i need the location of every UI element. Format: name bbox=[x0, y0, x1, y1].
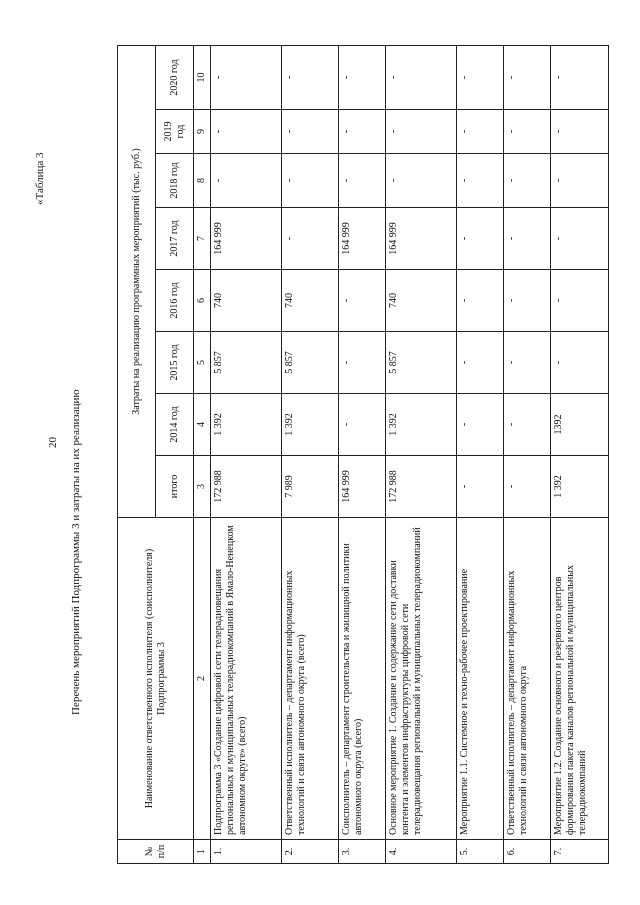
row-value: 172 988 bbox=[386, 456, 457, 518]
header-total: итого bbox=[156, 456, 194, 518]
table-row bbox=[551, 45, 609, 863]
row-value: - bbox=[339, 394, 386, 456]
row-value: 1 392 bbox=[211, 394, 282, 456]
table-row bbox=[282, 45, 339, 863]
measures-table bbox=[117, 45, 609, 864]
row-value: - bbox=[457, 332, 504, 394]
header-year-2017: 2017 год bbox=[156, 208, 194, 270]
row-value: - bbox=[282, 110, 339, 154]
row-number: 5. bbox=[457, 840, 504, 864]
col-number: 6 bbox=[194, 270, 211, 332]
row-value: 164 999 bbox=[339, 208, 386, 270]
row-value: 172 988 bbox=[211, 456, 282, 518]
row-value: - bbox=[551, 332, 609, 394]
col-number: 5 bbox=[194, 332, 211, 394]
row-value: - bbox=[457, 270, 504, 332]
col-number: 2 bbox=[194, 518, 211, 840]
table-row bbox=[386, 45, 457, 863]
row-value: - bbox=[339, 270, 386, 332]
row-value: 740 bbox=[282, 270, 339, 332]
col-number: 3 bbox=[194, 456, 211, 518]
row-value: - bbox=[551, 208, 609, 270]
header-year-2016: 2016 год bbox=[156, 270, 194, 332]
col-number: 9 bbox=[194, 110, 211, 154]
header-year-2015: 2015 год bbox=[156, 332, 194, 394]
header-no: № п/п bbox=[118, 840, 194, 864]
row-value: - bbox=[504, 208, 551, 270]
row-value: - bbox=[386, 45, 457, 109]
row-value: - bbox=[282, 154, 339, 208]
row-number: 4. bbox=[386, 840, 457, 864]
row-value: 1392 bbox=[551, 394, 609, 456]
header-name: Наименование ответственного исполнителя (соисполнителя) Подпрограммы 3 bbox=[118, 518, 194, 840]
header-year-2014: 2014 год bbox=[156, 394, 194, 456]
row-value: - bbox=[339, 45, 386, 109]
row-value: - bbox=[504, 270, 551, 332]
row-value: - bbox=[504, 45, 551, 109]
row-value: 1 392 bbox=[282, 394, 339, 456]
row-name: Подпрограмма 3 «Создание цифровой сети телерадиовещания региональных и муниципальных телерадиокомпаний в Ямало-Ненецком автономном округе» (всего) bbox=[211, 518, 282, 840]
header-year-2018: 2018 год bbox=[156, 154, 194, 208]
row-value: 740 bbox=[211, 270, 282, 332]
row-number: 1. bbox=[211, 840, 282, 864]
table-row bbox=[457, 45, 504, 863]
row-value: - bbox=[457, 456, 504, 518]
row-value: - bbox=[504, 154, 551, 208]
row-value: - bbox=[339, 110, 386, 154]
row-value: 5 857 bbox=[386, 332, 457, 394]
row-value: - bbox=[504, 332, 551, 394]
col-number: 8 bbox=[194, 154, 211, 208]
row-value: - bbox=[457, 110, 504, 154]
row-number: 2. bbox=[282, 840, 339, 864]
row-number: 6. bbox=[504, 840, 551, 864]
row-value: - bbox=[339, 332, 386, 394]
col-number: 7 bbox=[194, 208, 211, 270]
row-name: Основное мероприятие 1. Создание и содержание сети доставки контента и элементов инфраструктуры цифровой сети телерадиовещания региональной и муниципальных телерадиокомпаний bbox=[386, 518, 457, 840]
row-value: - bbox=[386, 154, 457, 208]
row-name: Соисполнитель – департамент строительства и жилищной политики автономного округа (всего) bbox=[339, 518, 386, 840]
row-value: 164 999 bbox=[211, 208, 282, 270]
col-number: 1 bbox=[194, 840, 211, 864]
table-caption: «Таблица 3 bbox=[34, 152, 46, 205]
table-row bbox=[504, 45, 551, 863]
row-value: - bbox=[457, 394, 504, 456]
header-costs: Затраты на реализацию программных мероприятий (тыс. руб.) bbox=[118, 45, 156, 517]
row-value: - bbox=[504, 110, 551, 154]
row-value: 164 999 bbox=[386, 208, 457, 270]
row-name: Ответственный исполнитель – департамент информационных технологий и связи автономного округа bbox=[504, 518, 551, 840]
row-value: - bbox=[282, 45, 339, 109]
row-value: 5 857 bbox=[211, 332, 282, 394]
row-value: 164 999 bbox=[339, 456, 386, 518]
row-number: 3. bbox=[339, 840, 386, 864]
row-value: - bbox=[551, 110, 609, 154]
row-name: Ответственный исполнитель – департамент информационных технологий и связи автономного округа (всего) bbox=[282, 518, 339, 840]
table-row bbox=[211, 45, 282, 863]
row-value: - bbox=[551, 154, 609, 208]
page-number: 20 bbox=[47, 437, 59, 448]
row-value: - bbox=[282, 208, 339, 270]
row-value: - bbox=[457, 208, 504, 270]
row-value: - bbox=[211, 110, 282, 154]
col-number: 10 bbox=[194, 45, 211, 109]
col-number: 4 bbox=[194, 394, 211, 456]
row-value: 1 392 bbox=[386, 394, 457, 456]
row-value: - bbox=[386, 110, 457, 154]
table-row bbox=[339, 45, 386, 863]
row-number: 7. bbox=[551, 840, 609, 864]
row-value: - bbox=[211, 154, 282, 208]
row-value: - bbox=[551, 45, 609, 109]
row-value: - bbox=[457, 154, 504, 208]
row-value: - bbox=[211, 45, 282, 109]
row-value: - bbox=[504, 456, 551, 518]
row-value: - bbox=[457, 45, 504, 109]
header-year-2019: 2019 год bbox=[156, 110, 194, 154]
row-value: 740 bbox=[386, 270, 457, 332]
document-title: Перечень мероприятий Подпрограммы 3 и затраты на их реализацию bbox=[70, 389, 82, 715]
row-value: 5 857 bbox=[282, 332, 339, 394]
row-name: Мероприятие 1.1. Системное и техно-рабочее проектирование bbox=[457, 518, 504, 840]
row-value: 7 989 bbox=[282, 456, 339, 518]
header-year-2020: 2020 год bbox=[156, 45, 194, 109]
row-name: Мероприятие 1.2. Создание основного и резервного центров формирования пакета каналов региональной и муниципальных телерадиокомпаний bbox=[551, 518, 609, 840]
row-value: - bbox=[551, 270, 609, 332]
row-value: - bbox=[504, 394, 551, 456]
row-value: 1 392 bbox=[551, 456, 609, 518]
row-value: - bbox=[339, 154, 386, 208]
